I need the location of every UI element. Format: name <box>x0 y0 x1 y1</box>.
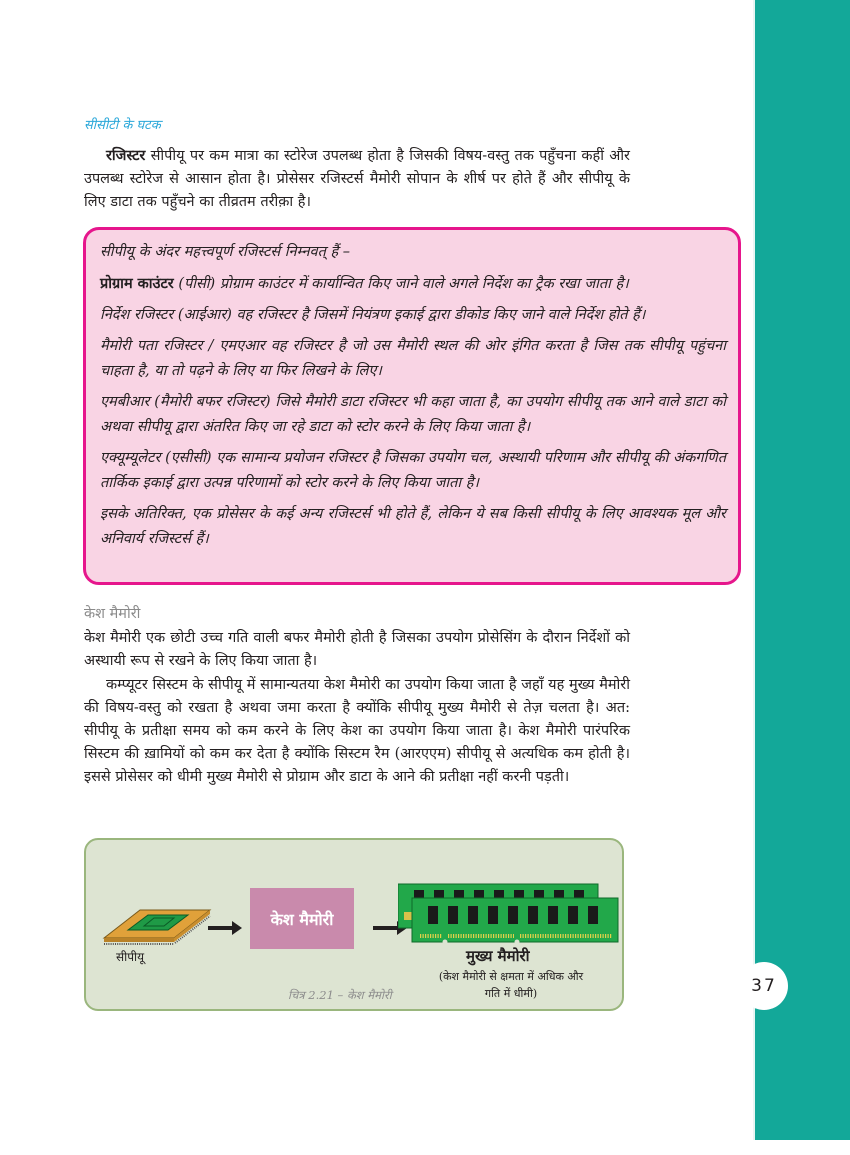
cpu-chip-icon <box>100 902 212 952</box>
register-mbr: एमबीआर (मैमोरी बफर रजिस्टर) जिसे मैमोरी डाटा रजिस्टर भी कहा जाता है, का उपयोग सीपीयू तक आने वाले डाटा को अथवा सीपीयू द्वारा अंतरित किए जा रहे डाटा को स्टोर करने के लिए किया जाता है। <box>100 394 726 435</box>
section-label: सीसीटी के घटक <box>84 118 161 133</box>
arrow-right-icon <box>208 926 234 930</box>
arrow-right-icon <box>373 926 399 930</box>
registers-additional: इसके अतिरिक्त, एक प्रोसेसर के कई अन्य रजिस्टर्स भी होते हैं, लेकिन ये सब किसी सीपीयू के लिए आवश्यक मूल और अनिवार्य रजिस्टर्स हैं। <box>100 506 726 547</box>
cpu-label: सीपीयू <box>116 950 145 964</box>
registers-intro: सीपीयू के अंदर महत्त्वपूर्ण रजिस्टर्स निम्नवत् हैं – <box>100 244 351 260</box>
register-intro-text: सीपीयू पर कम मात्रा का स्टोरेज उपलब्ध होता है जिसकी विषय-वस्तु तक पहुँचना कहीं और उपलब्ध स्टोरेज से आसान होता है। प्रोसेसर रजिस्टर्स मैमोरी सोपान के शीर्ष पर होते हैं और सीपीयू के लिए डाटा तक पहुँचने का तीव्रतम तरीक़ा है। <box>84 148 630 210</box>
registers-info-box <box>83 227 741 585</box>
cache-memory-figure <box>84 838 624 1011</box>
cache-definition-paragraph: केश मैमोरी एक छोटी उच्च गति वाली बफर मैमोरी होती है जिसका उपयोग प्रोसेसिंग के दौरान निर्देशों को अस्थायी रूप से रखने के लिए किया जाता है। <box>84 630 630 669</box>
register-accumulator: एक्यूम्यूलेटर (एसीसी) एक सामान्य प्रयोजन रजिस्टर है जिसका उपयोग चल, अस्थायी परिणाम और सीपीयू की अंकगणित तार्किक इकाई द्वारा उत्पन्न परिणामों को स्टोर करने के लिए किया जाता है। <box>100 450 726 491</box>
program-counter-term: प्रोग्राम काउंटर <box>100 275 174 292</box>
main-memory-description: (केश मैमोरी से क्षमता में अधिक और गति में धीमी) <box>438 970 584 1000</box>
program-counter-text: (पीसी) प्रोग्राम काउंटर में कार्यान्वित किए जाने वाले अगले निर्देश का ट्रैक रखा जाता है। <box>173 276 629 292</box>
cache-memory-block: केश मैमोरी <box>250 888 354 949</box>
figure-caption: चित्र 2.21 – केश मैमोरी <box>288 988 392 1002</box>
cache-memory-heading: केश मैमोरी <box>84 606 141 622</box>
cache-usage-paragraph <box>84 674 630 789</box>
register-term: रजिस्टर <box>106 147 146 164</box>
page-number: 37 <box>740 962 788 1010</box>
ram-module-icon <box>398 882 620 944</box>
register-program-counter <box>100 271 726 297</box>
register-instruction: निर्देश रजिस्टर (आईआर) वह रजिस्टर है जिसमें नियंत्रण इकाई द्वारा डीकोड किए जाने वाले निर्देश होते हैं। <box>100 307 646 323</box>
register-intro-paragraph <box>84 144 630 214</box>
register-mar: मैमोरी पता रजिस्टर / एमएआर वह रजिस्टर है जो उस मैमोरी स्थल की ओर इंगित करता है जिस तक सीपीयू पहुंचना चाहता है, या तो पढ़ने के लिए या फिर लिखने के लिए। <box>100 338 726 379</box>
main-memory-title: मुख्य मैमोरी <box>466 947 530 965</box>
cache-usage-text: कम्प्यूटर सिस्टम के सीपीयू में सामान्यतया केश मैमोरी का उपयोग किया जाता है जहाँ यह मुख्य मैमोरी की विषय-वस्तु को रखता है अथवा जमा करता है क्योंकि सीपीयू मुख्य मैमोरी से तेज़ चलता है। अत: सीपीयू के प्रतीक्षा समय को कम करने के लिए केश का उपयोग किया जाता है। केश मैमोरी पारंपरिक सिस्टम की ख़ामियों को कम कर देता है क्योंकि सिस्टम रैम (आरएएम) सीपीयू से अत्यधिक कम होती है। इससे प्रोसेसर को धीमी मुख्य मैमोरी से प्रोग्राम और डाटा के आने की प्रतीक्षा नहीं करनी पड़ती। <box>84 677 630 785</box>
